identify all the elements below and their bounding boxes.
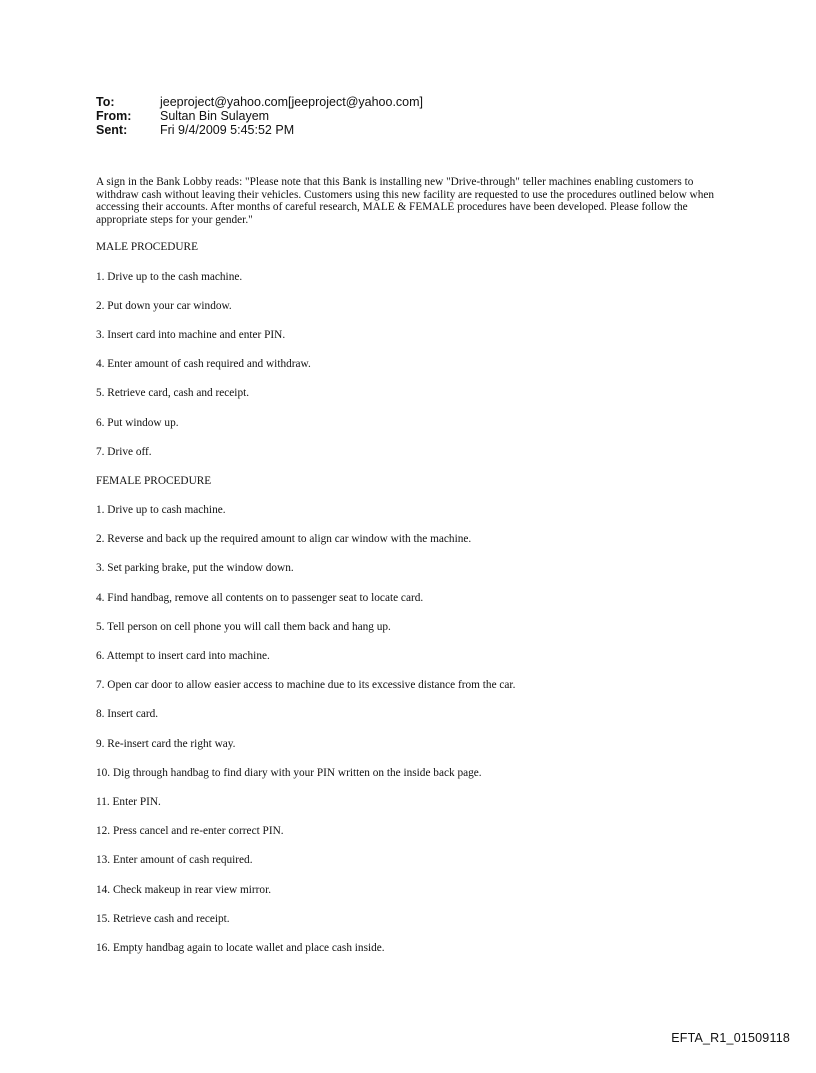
step-item: 9. Re-insert card the right way. bbox=[96, 737, 236, 750]
email-body bbox=[96, 176, 716, 971]
step-item: 15. Retrieve cash and receipt. bbox=[96, 912, 230, 925]
sent-row bbox=[96, 123, 423, 137]
step-item: 5. Tell person on cell phone you will call them back and hang up. bbox=[96, 620, 391, 633]
step-item: 4. Find handbag, remove all contents on to passenger seat to locate card. bbox=[96, 591, 424, 604]
to-row bbox=[96, 95, 423, 109]
step-item: 4. Enter amount of cash required and withdraw. bbox=[96, 358, 311, 371]
female-steps-list bbox=[96, 504, 716, 954]
male-steps-list bbox=[96, 271, 716, 459]
step-item: 13. Enter amount of cash required. bbox=[96, 854, 253, 867]
document-id: EFTA_R1_01509118 bbox=[671, 1031, 790, 1045]
sent-label: Sent: bbox=[96, 123, 128, 137]
step-item: 8. Insert card. bbox=[96, 708, 159, 721]
step-item: 16. Empty handbag again to locate wallet and place cash inside. bbox=[96, 941, 385, 954]
step-item: 3. Set parking brake, put the window down. bbox=[96, 562, 294, 575]
step-item: 2. Reverse and back up the required amount to align car window with the machine. bbox=[96, 533, 472, 546]
step-item: 7. Open car door to allow easier access to machine due to its excessive distance from the car. bbox=[96, 679, 516, 692]
step-item: 14. Check makeup in rear view mirror. bbox=[96, 883, 272, 896]
step-item: 6. Attempt to insert card into machine. bbox=[96, 650, 270, 662]
step-item: 1. Drive up to the cash machine. bbox=[96, 270, 243, 283]
email-header bbox=[96, 95, 423, 137]
intro-paragraph: A sign in the Bank Lobby reads: "Please note that this Bank is installing new "Drive-through" teller machines enabling customers to withdraw cash without leaving their vehicles. Customers using this new facility are requested to use the procedures outlined below when accessing their accounts. After months of careful research, MALE & FEMALE procedures have been developed. Please follow the appropriate steps for your gender." bbox=[96, 176, 715, 226]
to-value: jeeproject@yahoo.com[jeeproject@yahoo.com] bbox=[160, 95, 424, 109]
from-label: From: bbox=[96, 109, 132, 123]
step-item: 12. Press cancel and re-enter correct PIN. bbox=[96, 825, 284, 838]
step-item: 5. Retrieve card, cash and receipt. bbox=[96, 387, 250, 400]
step-item: 6. Put window up. bbox=[96, 416, 179, 429]
from-row bbox=[96, 109, 423, 123]
step-item: 3. Insert card into machine and enter PIN. bbox=[96, 328, 286, 341]
male-heading: MALE PROCEDURE bbox=[96, 241, 198, 254]
step-item: 11. Enter PIN. bbox=[96, 795, 161, 808]
from-value: Sultan Bin Sulayem bbox=[160, 109, 270, 123]
to-label: To: bbox=[96, 95, 115, 109]
step-item: 7. Drive off. bbox=[96, 445, 152, 458]
step-item: 1. Drive up to cash machine. bbox=[96, 504, 226, 517]
step-item: 2. Put down your car window. bbox=[96, 299, 232, 312]
sent-value: Fri 9/4/2009 5:45:52 PM bbox=[160, 123, 295, 137]
female-heading: FEMALE PROCEDURE bbox=[96, 474, 212, 487]
step-item: 10. Dig through handbag to find diary with your PIN written on the inside back page. bbox=[96, 766, 482, 779]
